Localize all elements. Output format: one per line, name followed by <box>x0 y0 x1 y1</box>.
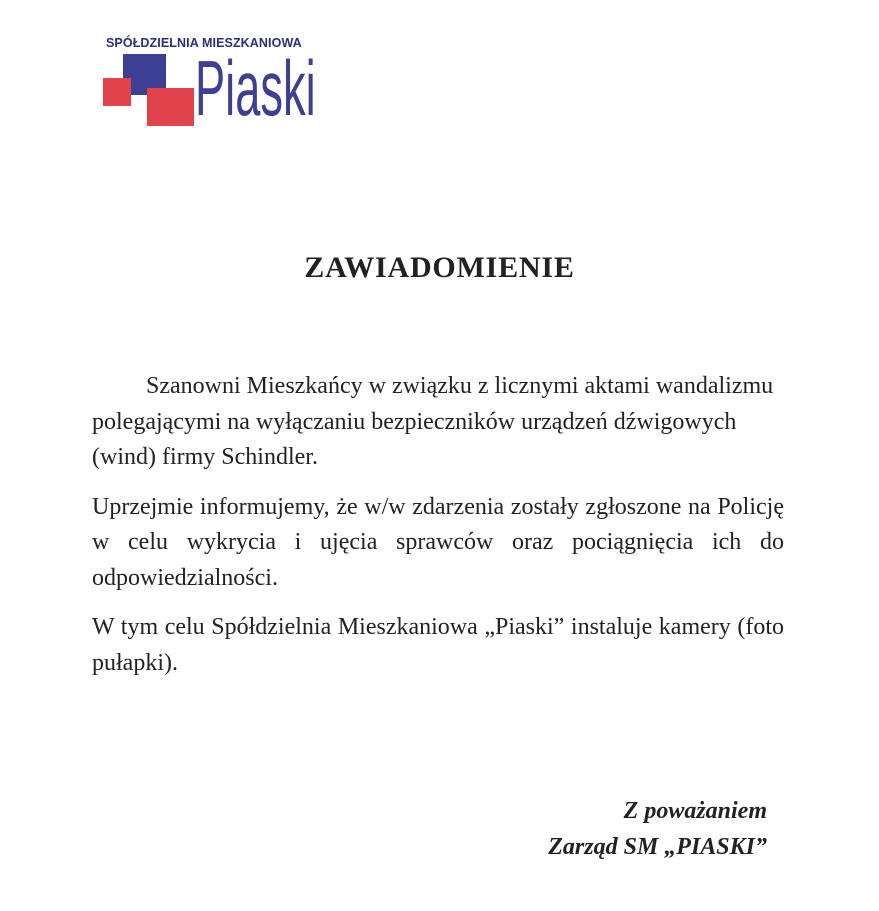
signature-signatory: Zarząd SM „PIASKI” <box>548 834 767 860</box>
logo-wordmark: Piaski <box>195 44 316 132</box>
logo-red-square-small <box>103 78 131 106</box>
notice-heading: ZAWIADOMIENIE <box>304 251 575 284</box>
logo-red-square <box>147 88 194 126</box>
paragraph-2: Uprzejmie informujemy, że w/w zdarzenia zostały zgłoszone na Policję w celu wykrycia i ujęcia sprawców oraz pociągnięcia ich do odpowiedzialności. <box>92 493 784 591</box>
paragraph-3: W tym celu Spółdzielnia Mieszkaniowa „Piaski” instaluje kamery (foto pułapki). <box>92 614 784 676</box>
paragraph-1: Szanowni Mieszkańcy w związku z licznymi aktami wandalizmu polegającymi na wyłączaniu bezpieczników urządzeń dźwigowych (wind) firmy Schindler. <box>92 373 774 470</box>
logo-caption: SPÓŁDZIELNIA MIESZKANIOWA <box>106 36 302 50</box>
signature-closing: Z poważaniem <box>623 798 767 824</box>
signature <box>548 793 767 865</box>
logo <box>103 36 318 132</box>
notice-body <box>92 369 784 695</box>
